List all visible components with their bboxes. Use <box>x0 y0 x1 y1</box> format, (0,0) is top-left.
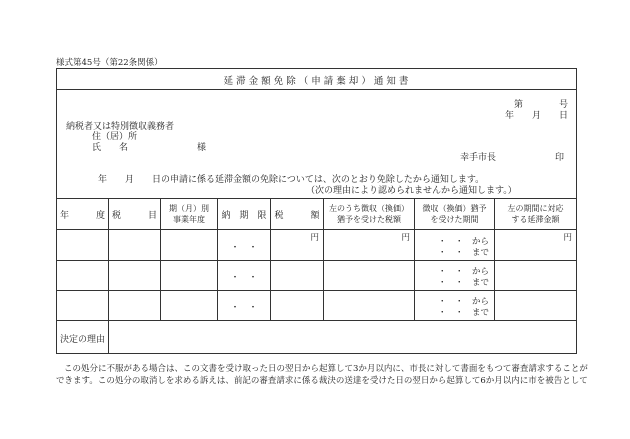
row1-tax-yen: 円 <box>310 233 319 243</box>
header-deferral-period: 徴収（換価）猶予 を受けた期間 <box>422 204 487 224</box>
document-number: 第 号 <box>513 100 568 110</box>
header-period: 期（月）別 事業年度 <box>169 204 209 224</box>
header-year: 年 度 <box>59 211 105 221</box>
header-due-date: 納 期 限 <box>221 211 267 221</box>
row-divider-2 <box>56 290 576 291</box>
row1-from: ・ ・ から <box>438 237 490 247</box>
mayor-label: 幸手市長 <box>460 153 497 163</box>
notice-line-1: 年 月 日の申請に係る延滞金額の免除については、次のとおり免除したから通知します。 <box>98 175 485 185</box>
row1-to: ・ ・ まで <box>438 248 490 258</box>
reason-label: 決定の理由 <box>60 335 106 345</box>
appeal-notice-line-2: できます。この処分の取消しを求める訴えは、前記の審査請求に係る裁決の送達を受けた日の翌日から起算して6か月以内に市を被告として <box>56 376 588 386</box>
document-title: 延 滞 金 額 免 除 （ 申 請 棄 却 ） 通 知 書 <box>223 76 409 87</box>
row3-to: ・ ・ まで <box>438 308 490 318</box>
header-tax-amount: 税 額 <box>274 211 320 221</box>
row2-to: ・ ・ まで <box>438 278 490 288</box>
form-label: 様式第45号（第22条関係） <box>56 58 163 68</box>
address-label: 住（居）所 <box>92 132 138 142</box>
row3-due-date: ・ ・ <box>230 303 258 313</box>
header-deferred-amount: 左のうち徴収（換価） 猶予を受けた税額 <box>329 204 409 224</box>
row1-deferred-yen: 円 <box>401 233 410 243</box>
header-tax-item: 税 目 <box>111 211 157 221</box>
frame-bottom <box>56 353 576 354</box>
name-label: 氏 名 <box>92 143 129 153</box>
title-divider <box>56 89 576 90</box>
issue-date: 年 月 日 <box>504 111 568 121</box>
row1-exempt-yen: 円 <box>563 233 572 243</box>
taxpayer-label: 納税者又は特別徴収義務者 <box>66 122 175 132</box>
table-top <box>56 198 576 199</box>
row-divider-3 <box>56 320 576 321</box>
frame-top <box>56 68 576 69</box>
row2-from: ・ ・ から <box>438 267 490 277</box>
row2-due-date: ・ ・ <box>230 273 258 283</box>
row1-due-date: ・ ・ <box>230 243 258 253</box>
frame-right <box>576 68 577 354</box>
seal-mark: 印 <box>555 153 565 163</box>
col-line-1 <box>108 198 109 354</box>
appeal-notice-line-1: この処分に不服がある場合は、この文書を受け取った日の翌日から起算して3か月以内に、市長に対して書面をもつて審査請求することが <box>64 364 588 374</box>
notice-line-2: （次の理由により認められませんから通知します。） <box>306 186 517 196</box>
header-divider <box>56 229 576 230</box>
row-divider-1 <box>56 260 576 261</box>
row3-from: ・ ・ から <box>438 297 490 307</box>
header-exempt-amount: 左の期間に対応 する延滞金額 <box>507 204 564 224</box>
honorific: 様 <box>197 143 207 153</box>
